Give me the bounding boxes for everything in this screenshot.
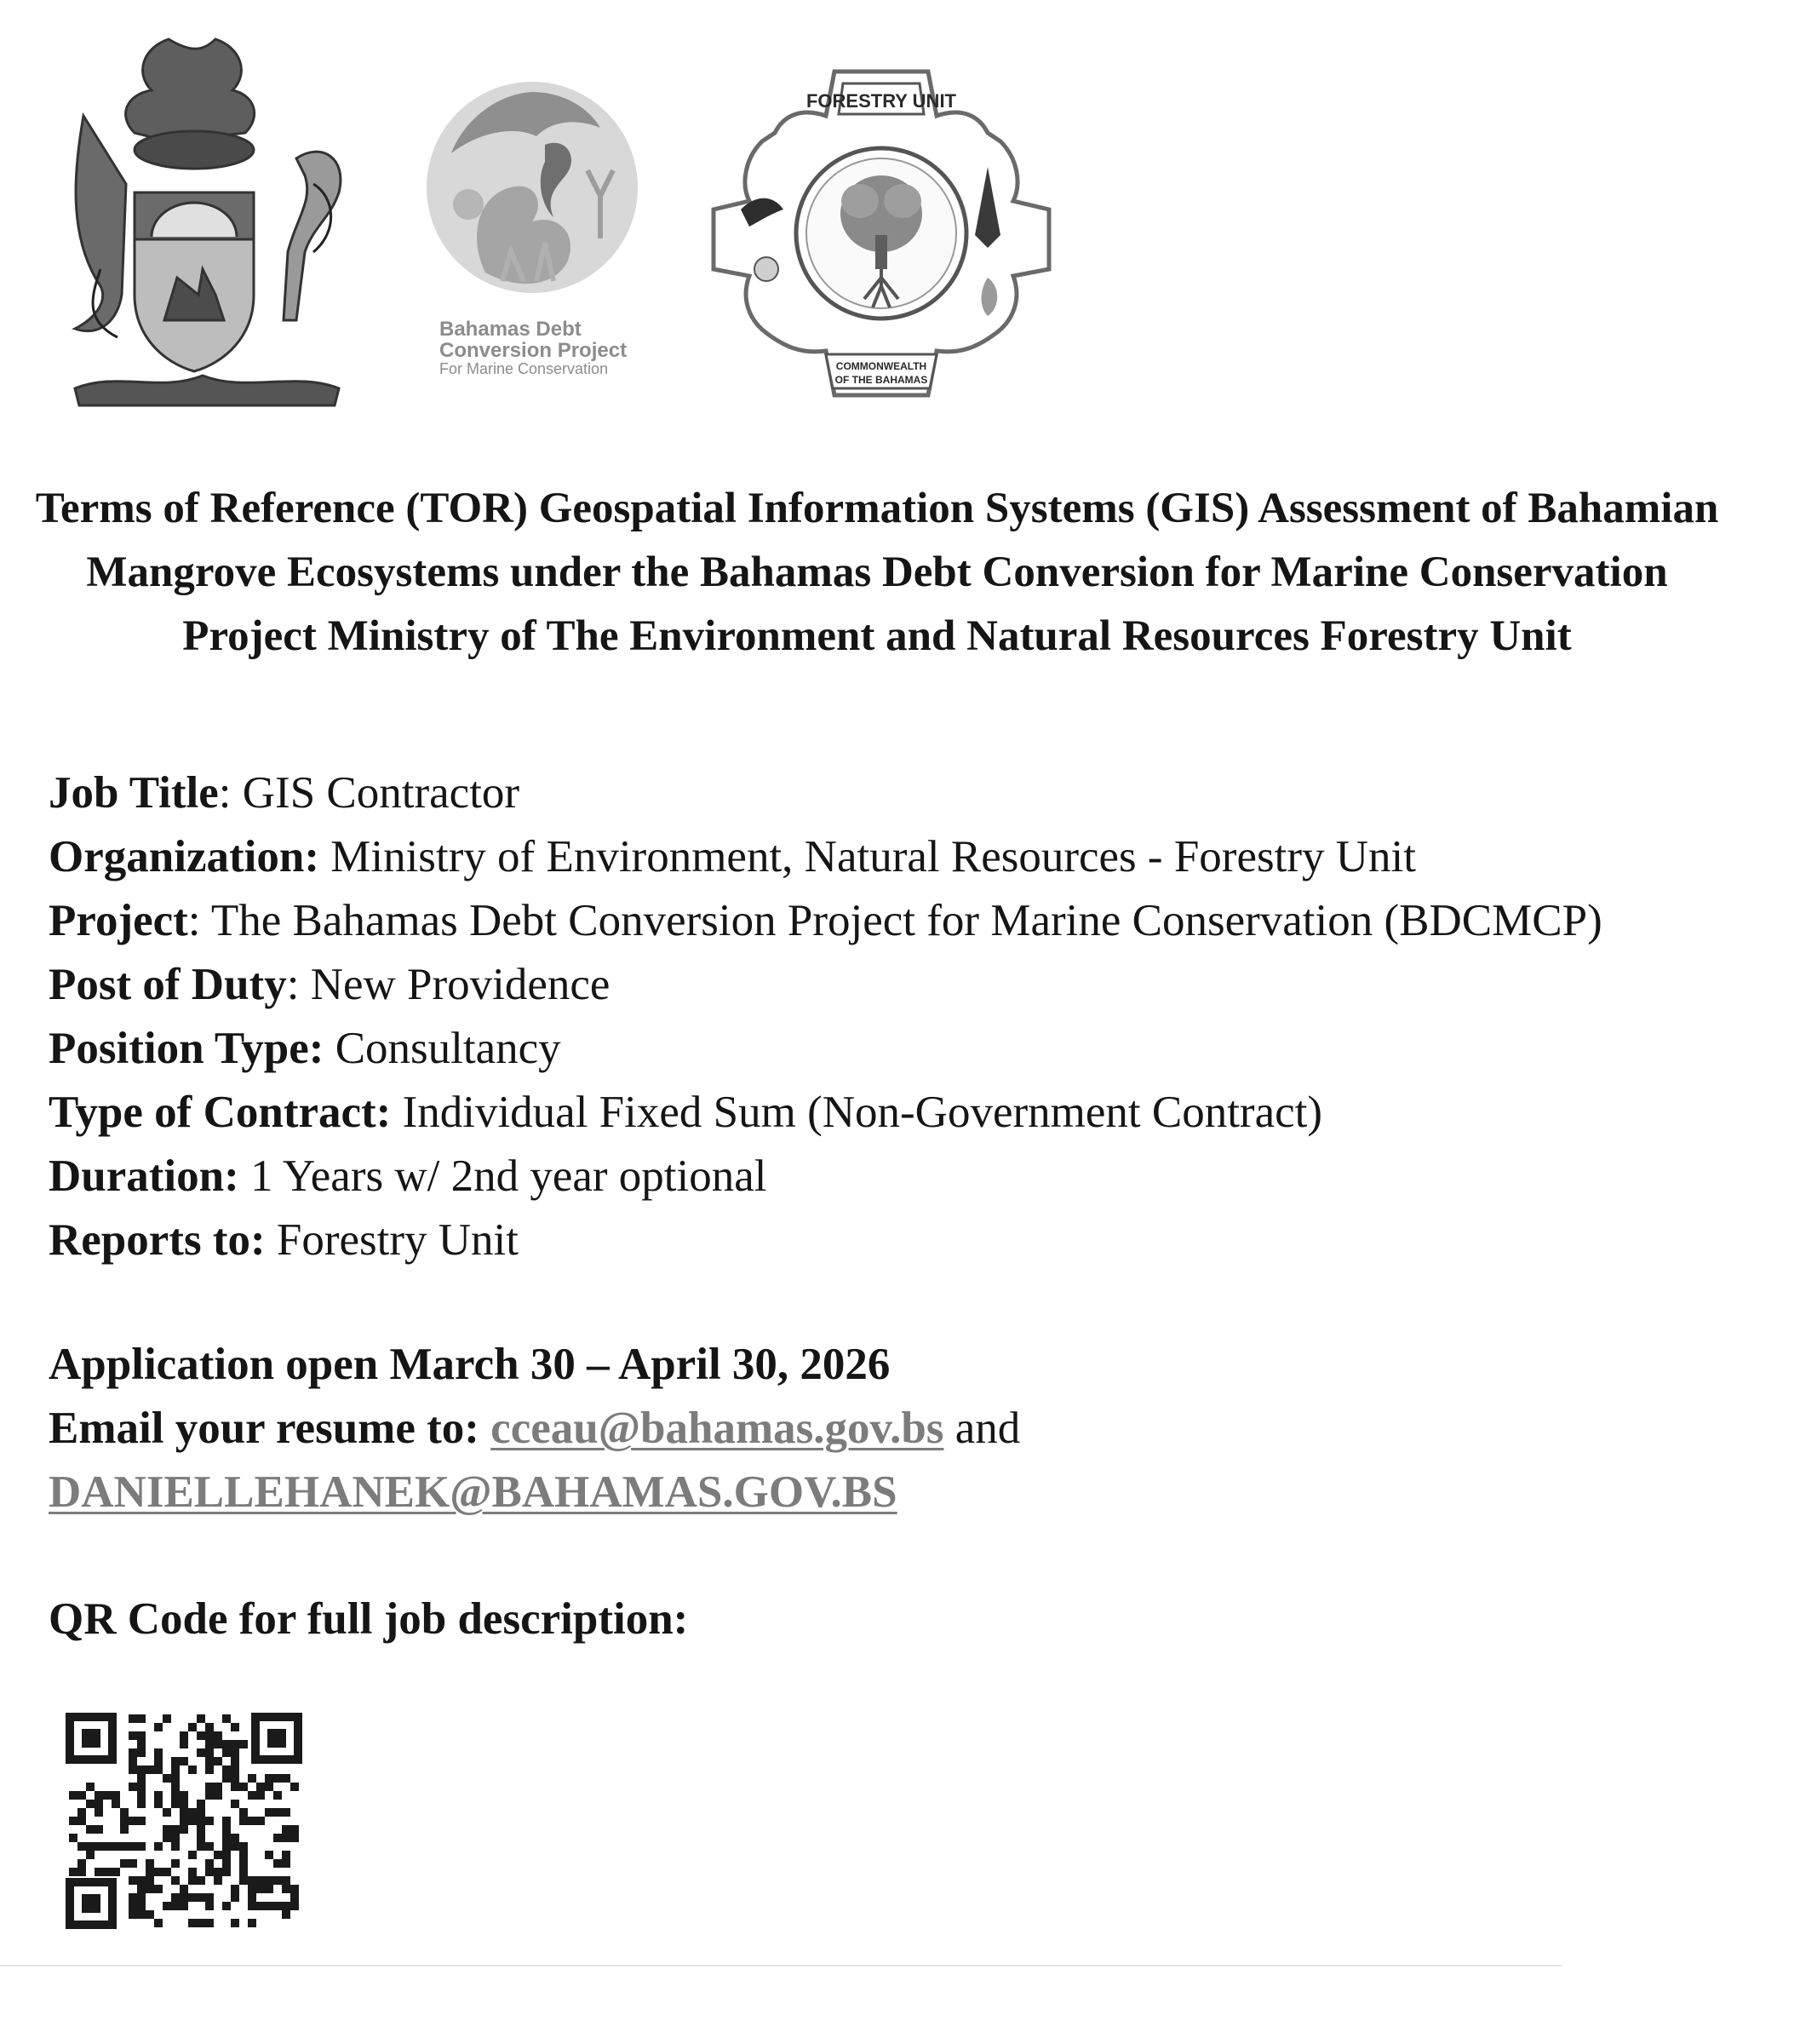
qr-module [273,1774,282,1783]
qr-module [171,1766,180,1774]
qr-module [146,1859,154,1868]
qr-module [273,1902,282,1910]
qr-module [180,1731,188,1740]
qr-module [154,1868,163,1876]
detail-sep [266,1215,277,1265]
qr-module [273,1834,282,1842]
qr-module [273,1808,282,1817]
qr-module [265,1774,273,1783]
qr-module [256,1791,265,1800]
qr-module [205,1893,214,1902]
qr-module [171,1825,180,1834]
qr-module [129,1757,137,1766]
qr-module [137,1714,146,1723]
qr-module [163,1825,171,1834]
qr-module [137,1748,146,1757]
qr-code-icon[interactable] [63,1710,305,1932]
qr-module [197,1876,205,1885]
bdcp-caption-line2: Conversion Project [439,339,628,363]
qr-module [86,1851,95,1859]
qr-module [282,1834,290,1842]
qr-module [137,1740,146,1748]
qr-module [188,1723,197,1731]
qr-module [188,1766,197,1774]
qr-module [222,1748,231,1757]
qr-module [188,1851,197,1859]
email-link-cceau[interactable]: cceau@bahamas.gov.bs [490,1404,944,1453]
qr-module [137,1766,146,1774]
qr-module [171,1783,180,1791]
qr-module [171,1859,180,1868]
title-line-2: Mangrove Ecosystems under the Bahamas Debt Conversion for Marine Conservation [86,548,1668,596]
qr-module [180,1893,188,1902]
qr-module [222,1851,231,1859]
qr-module [290,1893,299,1902]
detail-label: Job Title [49,768,219,818]
qr-module [205,1731,214,1740]
job-details [49,761,1751,1272]
qr-module [129,1842,137,1851]
qr-module [163,1808,171,1817]
qr-module [231,1893,239,1902]
qr-module [282,1876,290,1885]
qr-module [239,1740,248,1748]
qr-module [137,1817,146,1825]
detail-row-project [49,889,1751,953]
qr-module [282,1851,290,1859]
detail-label: Post of Duty [49,960,287,1009]
qr-module [137,1910,146,1919]
qr-module [129,1731,137,1740]
qr-module [205,1919,214,1927]
qr-module [282,1808,290,1817]
qr-module [171,1834,180,1842]
qr-module [188,1876,197,1885]
bdcp-caption-line3: For Marine Conservation [439,360,609,378]
qr-module [282,1825,290,1834]
qr-module [154,1766,163,1774]
qr-module [188,1817,197,1825]
qr-module [137,1774,146,1783]
qr-module [154,1757,163,1766]
qr-module [282,1859,290,1868]
qr-module [222,1868,231,1876]
qr-module [163,1902,171,1910]
qr-module [129,1714,137,1723]
qr-module [163,1714,171,1723]
qr-module [197,1842,205,1851]
qr-module [205,1783,214,1791]
qr-module [256,1902,265,1910]
qr-module [154,1723,163,1731]
detail-value: Individual Fixed Sum (Non-Government Contract) [402,1088,1322,1137]
qr-module [180,1757,188,1766]
qr-module [197,1748,205,1757]
qr-module [214,1740,222,1748]
email-and: and [954,1404,1021,1453]
title-line-1: Terms of Reference (TOR) Geospatial Information Systems (GIS) Assessment of Bahamian [35,485,1719,532]
qr-module [120,1817,129,1825]
qr-module [154,1791,163,1800]
qr-module [188,1893,197,1902]
qr-module [231,1783,239,1791]
qr-module [163,1834,171,1842]
qr-module [248,1902,256,1910]
detail-sep [319,832,330,881]
qr-module [137,1800,146,1808]
qr-module [265,1808,273,1817]
qr-module [129,1817,137,1825]
detail-sep: : [286,960,311,1009]
qr-module [273,1859,282,1868]
qr-module [171,1893,180,1902]
qr-module [214,1868,222,1876]
qr-module [205,1868,214,1876]
qr-module [77,1859,86,1868]
qr-module [214,1851,222,1859]
qr-module [103,1868,112,1876]
qr-module [146,1910,154,1919]
qr-module [180,1800,188,1808]
qr-module [137,1902,146,1910]
qr-module [120,1808,129,1817]
qr-module [231,1748,239,1757]
qr-module [95,1825,103,1834]
qr-module [256,1783,265,1791]
detail-value: Forestry Unit [276,1215,519,1265]
qr-module [95,1868,103,1876]
detail-value: GIS Contractor [242,768,520,818]
qr-module [248,1893,256,1902]
qr-module [154,1919,163,1927]
qr-module [77,1808,86,1817]
qr-module [180,1791,188,1800]
qr-module [197,1808,205,1817]
qr-module [231,1919,239,1927]
qr-module [77,1842,86,1851]
email-link-daniellehanek[interactable]: DANIELLEHANEK@BAHAMAS.GOV.BS [49,1467,897,1517]
qr-module [120,1859,129,1868]
qr-module [239,1876,248,1885]
qr-module [95,1842,103,1851]
detail-row-contract-type [49,1081,1751,1145]
qr-module [69,1868,77,1876]
header-logos [0,0,1107,426]
qr-module [112,1842,120,1851]
qr-module [273,1876,282,1885]
qr-module [231,1842,239,1851]
qr-module [282,1902,290,1910]
detail-row-post-of-duty [49,953,1751,1017]
qr-module [248,1919,256,1927]
qr-module [205,1817,214,1825]
qr-module [154,1748,163,1757]
bottom-divider [0,1965,1562,1966]
qr-module [171,1876,180,1885]
detail-sep [239,1151,250,1201]
qr-module [290,1902,299,1910]
qr-module [290,1885,299,1893]
qr-module [282,1910,290,1919]
qr-module [137,1783,146,1791]
qr-module [214,1731,222,1740]
qr-module [214,1783,222,1791]
qr-module [231,1723,239,1731]
qr-module [180,1825,188,1834]
qr-module [205,1757,214,1766]
qr-module [222,1817,231,1825]
qr-module [197,1714,205,1723]
qr-module [129,1859,137,1868]
qr-module [290,1825,299,1834]
qr-module [146,1876,154,1885]
qr-module [205,1842,214,1851]
detail-value: New Providence [310,960,611,1009]
qr-label: QR Code for full job description: [49,1594,689,1644]
qr-module [197,1919,205,1927]
qr-module [231,1774,239,1783]
qr-module [231,1885,239,1893]
detail-row-organization [49,825,1751,889]
qr-module [154,1885,163,1893]
qr-module [129,1748,137,1757]
qr-module [112,1800,120,1808]
document-title [26,477,1728,669]
qr-module [188,1919,197,1927]
detail-label: Position Type: [49,1024,324,1073]
qr-module [129,1876,137,1885]
qr-module [239,1851,248,1859]
qr-module [69,1834,77,1842]
qr-module [248,1791,256,1800]
qr-module [222,1825,231,1834]
detail-row-position-type [49,1017,1751,1081]
qr-module [265,1876,273,1885]
qr-module [171,1774,180,1783]
qr-module [197,1834,205,1842]
detail-sep: : [187,896,211,945]
qr-module [103,1842,112,1851]
qr-module [120,1825,129,1834]
qr-module [222,1834,231,1842]
qr-module [180,1902,188,1910]
qr-module [171,1757,180,1766]
title-line-3: Project Ministry of The Environment and Natural Resources Forestry Unit [182,612,1572,660]
qr-module [171,1791,180,1800]
qr-module [146,1885,154,1893]
qr-module [290,1834,299,1842]
qr-module [282,1774,290,1783]
detail-row-reports-to [49,1209,1751,1272]
qr-module [180,1808,188,1817]
qr-module [239,1808,248,1817]
qr-module [231,1834,239,1842]
qr-module [86,1783,95,1791]
qr-module [86,1825,95,1834]
qr-module [256,1885,265,1893]
coat-of-arms-logo [41,14,364,407]
detail-row-duration [49,1145,1751,1209]
qr-module [163,1868,171,1876]
qr-module [112,1791,120,1800]
qr-module [248,1876,256,1885]
forestry-unit-emblem [707,65,1056,402]
qr-module [205,1766,214,1774]
qr-module [163,1774,171,1783]
qr-module [129,1783,137,1791]
qr-module [205,1902,214,1910]
qr-module [171,1800,180,1808]
qr-module [129,1766,137,1774]
qr-module [290,1783,299,1791]
qr-module [214,1876,222,1885]
qr-module [180,1817,188,1825]
qr-module [188,1868,197,1876]
qr-module [103,1791,112,1800]
bdcp-caption [439,319,661,377]
detail-sep [324,1024,335,1073]
qr-module [112,1868,120,1876]
qr-module [171,1902,180,1910]
qr-module [197,1825,205,1834]
qr-module [77,1817,86,1825]
detail-value: The Bahamas Debt Conversion Project for Marine Conservation (BDCMCP) [210,896,1602,945]
qr-module [222,1714,231,1723]
forestry-bottom-text-1: COMMONWEALTH [835,360,927,372]
forestry-top-text: FORESTRY UNIT [805,90,957,112]
qr-module [222,1902,231,1910]
qr-module [222,1859,231,1868]
qr-module [248,1774,256,1783]
detail-label: Reports to: [49,1215,266,1265]
qr-module [231,1757,239,1766]
qr-module [86,1842,95,1851]
qr-module [137,1885,146,1893]
detail-value: Consultancy [335,1024,561,1073]
qr-module [205,1859,214,1868]
qr-module [205,1748,214,1757]
qr-module [222,1774,231,1783]
qr-module [129,1893,137,1902]
detail-label: Organization: [49,832,319,881]
qr-module [239,1868,248,1876]
qr-module [256,1817,265,1825]
qr-module [222,1842,231,1851]
qr-module [69,1791,77,1800]
application-section [49,1333,1751,1524]
detail-sep [391,1088,402,1137]
qr-module [77,1868,86,1876]
qr-module [86,1800,95,1808]
qr-module [95,1800,103,1808]
qr-module [197,1731,205,1740]
qr-module [137,1731,146,1740]
email-label: Email your resume to: [49,1404,479,1453]
qr-module [171,1842,180,1851]
qr-module [197,1800,205,1808]
detail-label: Project [49,896,188,945]
qr-module [265,1851,273,1859]
qr-module [205,1740,214,1748]
qr-module [231,1766,239,1774]
qr-module [231,1800,239,1808]
detail-value: 1 Years w/ 2nd year optional [250,1151,767,1201]
qr-module [154,1800,163,1808]
qr-module [129,1902,137,1910]
qr-module [120,1842,129,1851]
qr-module [231,1740,239,1748]
qr-module [77,1791,86,1800]
qr-module [265,1885,273,1893]
qr-module [137,1791,146,1800]
qr-module [146,1868,154,1876]
qr-module [129,1910,137,1919]
forestry-bottom-text-2: OF THE BAHAMAS [834,374,928,386]
qr-module [214,1757,222,1766]
qr-module [180,1885,188,1893]
qr-module [69,1817,77,1825]
detail-row-job-title [49,761,1751,825]
qr-module [222,1766,231,1774]
qr-module [137,1842,146,1851]
detail-value: Ministry of Environment, Natural Resources - Forestry Unit [330,832,1416,881]
qr-module [265,1783,273,1791]
qr-module [205,1791,214,1800]
detail-label: Type of Contract: [49,1088,392,1137]
detail-sep: : [218,768,243,818]
qr-module [95,1808,103,1817]
qr-module [239,1859,248,1868]
qr-module [95,1791,103,1800]
qr-module [205,1723,214,1731]
qr-module [239,1783,248,1791]
qr-module [222,1740,231,1748]
qr-module [265,1902,273,1910]
qr-module [239,1842,248,1851]
qr-module [197,1817,205,1825]
qr-module [239,1817,248,1825]
qr-module [248,1817,256,1825]
qr-module [197,1893,205,1902]
qr-module [282,1885,290,1893]
qr-module [137,1876,146,1885]
qr-module [214,1791,222,1800]
qr-module [180,1740,188,1748]
qr-module [154,1842,163,1851]
qr-module [137,1893,146,1902]
qr-module [273,1791,282,1800]
qr-module [256,1876,265,1885]
bdcp-caption-line1: Bahamas Debt [439,318,582,341]
qr-module [146,1766,154,1774]
detail-label: Duration: [49,1151,239,1201]
qr-module [248,1885,256,1893]
application-dates: Application open March 30 – April 30, 2026 [49,1340,891,1389]
qr-module [188,1808,197,1817]
